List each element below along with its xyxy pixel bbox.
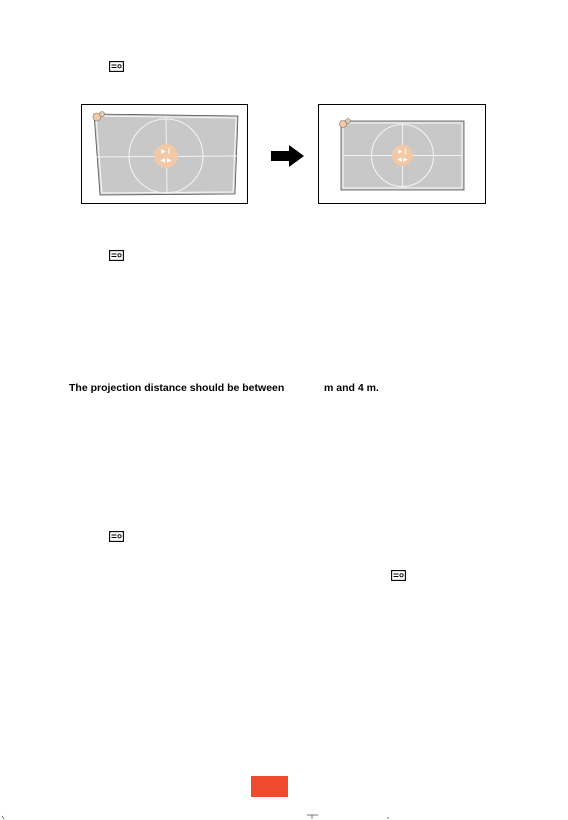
right-arrow-icon: [271, 145, 305, 167]
svg-text:◀ ▶: ◀ ▶: [160, 157, 172, 164]
page-marker: [251, 776, 288, 797]
keystone-distorted-image: [82, 105, 249, 205]
svg-text:▶ ‖: ▶ ‖: [161, 148, 171, 155]
keystone-corrected-image: [319, 105, 487, 205]
keystone-after-figure: [318, 104, 486, 204]
note-text-start: The projection distance should be between: [69, 382, 285, 394]
menu-settings-icon: [109, 531, 124, 542]
menu-settings-icon: [109, 61, 124, 72]
menu-settings-icon: [391, 570, 406, 581]
svg-text:▶ ‖: ▶ ‖: [398, 149, 407, 155]
note-text-end: m and 4 m.: [324, 382, 379, 394]
cropped-footer-text: [0, 808, 568, 820]
projection-distance-note: [69, 382, 529, 400]
svg-text:◀ ▶: ◀ ▶: [397, 157, 408, 163]
menu-settings-icon: [109, 250, 124, 261]
keystone-before-figure: [81, 104, 248, 204]
